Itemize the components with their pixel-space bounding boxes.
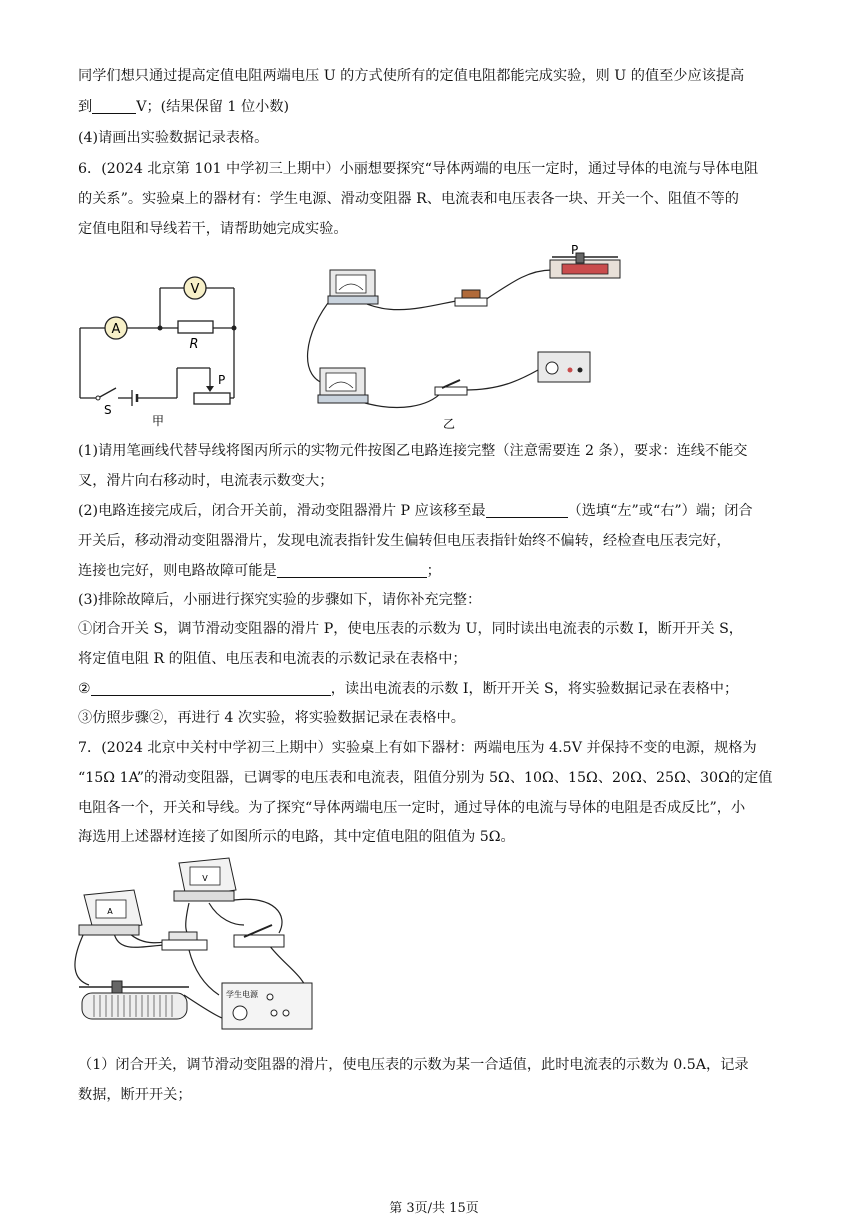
text-line: 定值电阻和导线若干，请帮助她完成实验。 [78,221,348,237]
text-segment: ； [426,563,441,579]
text-segment: ，读出电流表的示数 I，断开开关 S，将实验数据记录在表格中； [330,681,739,697]
page-footer: 第 3页/共 15页 [389,1201,479,1216]
switch-label: S [104,403,112,417]
rheostat [550,253,620,278]
text-line [78,679,738,699]
text-line: 电阻各一个，开关和导线。为了探究“导体两端电压一定时，通过导体的电流与导体的电阻是否成反比”，小 [78,800,746,816]
text-line [78,561,441,581]
fixed-resistor [455,290,487,306]
question-7-stem: 7．(2024 北京中关村中学初三上期中）实验桌上有如下器材：两端电压为 4.5V 并保持不变的电源，规格为 [78,740,757,756]
text-line: (4)请画出实验数据记录表格。 [78,130,269,146]
text-line: ①闭合开关 S，调节滑动变阻器的滑片 P，使电压表的示数为 U，同时读出电流表的示数 I，断开开关 S， [78,621,743,637]
figure-caption-jia: 甲 [152,414,165,428]
ammeter-label: A [111,322,121,337]
power-supply-label: 学生电源 [226,990,258,999]
text-line: 数据，断开开关； [78,1087,192,1103]
text-line: 将定值电阻 R 的阻值、电压表和电流表的示数记录在表格中； [78,651,467,667]
fixed-resistor [162,932,207,950]
question-6-stem: 6．(2024 北京第 101 中学初三上期中）小丽想要探究“导体两端的电压一定时，通过导体的电流与导体电阻 [78,161,759,177]
circuit-photo-q7 [74,855,334,1035]
text-segment: ② [78,681,91,697]
text-line: 的关系”。实验桌上的器材有：学生电源、滑动变阻器 R、电流表和电压表各一块、开关一个、阻值不等的 [78,191,739,207]
text-segment: （选填“左”或“右”）端；闭合 [567,503,753,519]
meter-top [328,270,378,304]
text-line: 叉，滑片向右移动时，电流表示数变大； [78,473,334,489]
text-line: (1)请用笔画线代替导线将图丙所示的实物元件按图乙电路连接完整（注意需要连 2 条），要求：连线不能交 [78,443,748,459]
answer-blank [277,562,427,578]
answer-blank [91,680,331,696]
meter-bottom [318,368,368,403]
text-line: (3)排除故障后，小丽进行探究实验的步骤如下，请你补充完整： [78,592,482,608]
answer-blank [92,98,136,114]
voltmeter-label: V [202,874,208,883]
text-segment: 到 [78,99,93,115]
text-line: 海选用上述器材连接了如图所示的电路，其中定值电阻的阻值为 5Ω。 [78,829,515,845]
text-segment: (2)电路连接完成后，闭合开关前，滑动变阻器滑片 P 应该移至最 [78,503,486,519]
resistor-label: R [189,337,199,352]
slider-label: P [218,373,226,387]
circuit-diagram-jia [72,268,272,428]
voltmeter-label: V [190,282,200,297]
ammeter-label: A [107,907,113,916]
text-line [78,97,289,117]
text-line: （1）闭合开关，调节滑动变阻器的滑片，使电压表的示数为某一合适值，此时电流表的示数为 0.5A，记录 [78,1057,749,1073]
switch [234,925,284,947]
circuit-photo-yi [300,240,630,435]
answer-blank [486,502,568,518]
text-line: ③仿照步骤②，再进行 4 次实验，将实验数据记录在表格中。 [78,710,465,726]
text-segment: V；(结果保留 1 位小数) [136,99,290,115]
rheostat [79,981,189,1019]
rheostat-slider-label: P [571,243,579,257]
power-supply [538,352,590,382]
text-line: “15Ω 1A”的滑动变阻器，已调零的电压表和电流表，阻值分别为 5Ω、10Ω、15Ω、20Ω、25Ω、30Ω的定值 [78,770,773,786]
text-line: 同学们想只通过提高定值电阻两端电压 U 的方式使所有的定值电阻都能完成实验，则 U 的值至少应该提高 [78,68,745,84]
text-line [78,501,753,521]
switch [435,380,467,395]
text-segment: 连接也完好，则电路故障可能是 [78,563,277,579]
figure-caption-yi: 乙 [443,417,456,431]
text-line: 开关后，移动滑动变阻器滑片，发现电流表指针发生偏转但电压表指针始终不偏转，经检查电压表完好， [78,533,731,549]
